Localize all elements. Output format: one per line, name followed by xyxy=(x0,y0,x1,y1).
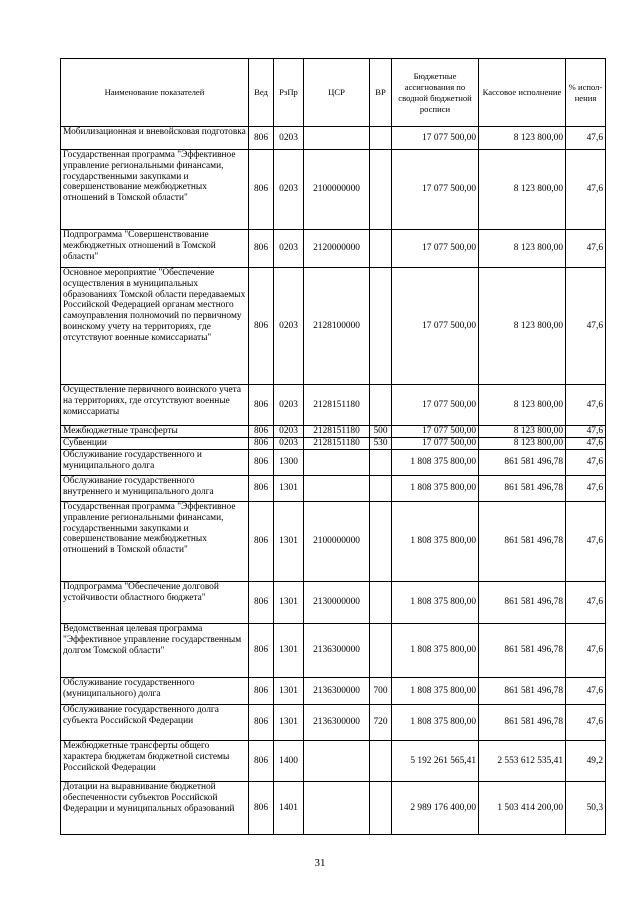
table-row xyxy=(61,385,606,426)
table-row xyxy=(61,450,606,476)
cell-vr xyxy=(370,268,392,385)
cell-vr: 530 xyxy=(370,438,392,450)
cell-pct: 47,6 xyxy=(566,502,606,582)
cell-csr: 2136300000 xyxy=(304,705,370,741)
cell-cash: 861 581 496,78 xyxy=(479,502,566,582)
cell-rzpr: 1300 xyxy=(274,450,304,476)
cell-csr: 2130000000 xyxy=(304,582,370,624)
table-row xyxy=(61,438,606,450)
header-row xyxy=(61,59,606,127)
cell-pct: 49,2 xyxy=(566,741,606,782)
cell-pct: 47,6 xyxy=(566,150,606,230)
cell-name: Государственная программа "Эффективное управление региональными финансами, государственными закупками и совершенствование межбюджетных отношений в Томской области" xyxy=(61,150,249,230)
cell-cash: 861 581 496,78 xyxy=(479,678,566,705)
cell-pct: 47,6 xyxy=(566,705,606,741)
cell-cash: 861 581 496,78 xyxy=(479,582,566,624)
cell-budget: 1 808 375 800,00 xyxy=(392,450,479,476)
cell-budget: 1 808 375 800,00 xyxy=(392,705,479,741)
table-row xyxy=(61,624,606,678)
cell-cash: 8 123 800,00 xyxy=(479,438,566,450)
col-header-ved: Вед xyxy=(249,59,274,127)
cell-csr: 2100000000 xyxy=(304,502,370,582)
cell-pct: 47,6 xyxy=(566,268,606,385)
cell-csr xyxy=(304,741,370,782)
cell-rzpr: 1301 xyxy=(274,678,304,705)
cell-rzpr: 0203 xyxy=(274,385,304,426)
cell-cash: 861 581 496,78 xyxy=(479,705,566,741)
cell-cash: 861 581 496,78 xyxy=(479,476,566,502)
cell-name: Государственная программа "Эффективное управление региональными финансами, государственными закупками и совершенствование межбюджетных отношений в Томской области" xyxy=(61,502,249,582)
table-row xyxy=(61,678,606,705)
cell-vr xyxy=(370,502,392,582)
cell-vr xyxy=(370,450,392,476)
cell-rzpr: 1301 xyxy=(274,582,304,624)
cell-csr xyxy=(304,450,370,476)
cell-pct: 47,6 xyxy=(566,678,606,705)
cell-vr: 700 xyxy=(370,678,392,705)
cell-vr xyxy=(370,624,392,678)
cell-budget: 1 808 375 800,00 xyxy=(392,476,479,502)
cell-vr: 500 xyxy=(370,426,392,438)
cell-name: Основное мероприятие "Обеспечение осуществления в муниципальных образованиях Томской области передаваемых Российской Федерацией органам местного самоуправления полномочий по первичному воинскому учету на территориях, где отсутствуют военные комиссариаты" xyxy=(61,268,249,385)
cell-vr xyxy=(370,150,392,230)
cell-budget: 1 808 375 800,00 xyxy=(392,624,479,678)
col-header-cash: Кассовое исполнение xyxy=(479,59,566,127)
cell-cash: 8 123 800,00 xyxy=(479,426,566,438)
cell-pct: 47,6 xyxy=(566,624,606,678)
cell-pct: 47,6 xyxy=(566,426,606,438)
cell-ved: 806 xyxy=(249,426,274,438)
cell-budget: 17 077 500,00 xyxy=(392,438,479,450)
cell-vr xyxy=(370,582,392,624)
col-header-csr: ЦСР xyxy=(304,59,370,127)
cell-pct: 47,6 xyxy=(566,476,606,502)
cell-csr: 2136300000 xyxy=(304,678,370,705)
table-row xyxy=(61,150,606,230)
cell-pct: 50,3 xyxy=(566,782,606,835)
cell-budget: 1 808 375 800,00 xyxy=(392,502,479,582)
col-header-vr: ВР xyxy=(370,59,392,127)
cell-ved: 806 xyxy=(249,127,274,150)
cell-rzpr: 1301 xyxy=(274,624,304,678)
table-row xyxy=(61,268,606,385)
cell-pct: 47,6 xyxy=(566,582,606,624)
cell-ved: 806 xyxy=(249,705,274,741)
cell-rzpr: 1301 xyxy=(274,705,304,741)
cell-name: Обслуживание государственного (муниципального) долга xyxy=(61,678,249,705)
cell-cash: 8 123 800,00 xyxy=(479,150,566,230)
cell-rzpr: 0203 xyxy=(274,127,304,150)
cell-ved: 806 xyxy=(249,476,274,502)
cell-ved: 806 xyxy=(249,268,274,385)
cell-budget: 17 077 500,00 xyxy=(392,127,479,150)
cell-ved: 806 xyxy=(249,385,274,426)
cell-budget: 17 077 500,00 xyxy=(392,385,479,426)
cell-vr: 720 xyxy=(370,705,392,741)
table-row xyxy=(61,476,606,502)
cell-csr xyxy=(304,476,370,502)
cell-cash: 2 553 612 535,41 xyxy=(479,741,566,782)
cell-ved: 806 xyxy=(249,150,274,230)
cell-pct: 47,6 xyxy=(566,450,606,476)
cell-cash: 8 123 800,00 xyxy=(479,230,566,268)
cell-cash: 861 581 496,78 xyxy=(479,450,566,476)
cell-vr xyxy=(370,476,392,502)
cell-cash: 8 123 800,00 xyxy=(479,385,566,426)
cell-ved: 806 xyxy=(249,502,274,582)
cell-name: Мобилизационная и вневойсковая подготовка xyxy=(61,127,249,150)
cell-csr: 2100000000 xyxy=(304,150,370,230)
cell-budget: 1 808 375 800,00 xyxy=(392,582,479,624)
cell-rzpr: 0203 xyxy=(274,230,304,268)
cell-name: Дотации на выравнивание бюджетной обеспеченности субъектов Российской Федерации и муниципальных образований xyxy=(61,782,249,835)
col-header-budget: Бюджетные ассигнования по сводной бюджетной росписи xyxy=(392,59,479,127)
cell-ved: 806 xyxy=(249,230,274,268)
cell-budget: 17 077 500,00 xyxy=(392,230,479,268)
cell-vr xyxy=(370,230,392,268)
cell-cash: 1 503 414 200,00 xyxy=(479,782,566,835)
cell-vr xyxy=(370,741,392,782)
cell-cash: 861 581 496,78 xyxy=(479,624,566,678)
cell-ved: 806 xyxy=(249,678,274,705)
cell-pct: 47,6 xyxy=(566,385,606,426)
cell-name: Межбюджетные трансферты общего характера бюджетам бюджетной системы Российской Федерации xyxy=(61,741,249,782)
cell-name: Межбюджетные трансферты xyxy=(61,426,249,438)
cell-rzpr: 1400 xyxy=(274,741,304,782)
table-row xyxy=(61,741,606,782)
cell-name: Обслуживание государственного долга субъекта Российской Федерации xyxy=(61,705,249,741)
cell-rzpr: 1301 xyxy=(274,476,304,502)
cell-pct: 47,6 xyxy=(566,438,606,450)
table-row xyxy=(61,230,606,268)
col-header-rzpr: РзПр xyxy=(274,59,304,127)
cell-name: Обслуживание государственного внутреннего и муниципального долга xyxy=(61,476,249,502)
cell-csr xyxy=(304,782,370,835)
cell-vr xyxy=(370,127,392,150)
cell-cash: 8 123 800,00 xyxy=(479,127,566,150)
cell-rzpr: 0203 xyxy=(274,268,304,385)
cell-csr: 2128151180 xyxy=(304,385,370,426)
cell-budget: 17 077 500,00 xyxy=(392,268,479,385)
cell-name: Обслуживание государственного и муниципального долга xyxy=(61,450,249,476)
cell-csr: 2136300000 xyxy=(304,624,370,678)
cell-ved: 806 xyxy=(249,741,274,782)
cell-budget: 2 989 176 400,00 xyxy=(392,782,479,835)
cell-name: Субвенции xyxy=(61,438,249,450)
cell-ved: 806 xyxy=(249,582,274,624)
table-row xyxy=(61,705,606,741)
cell-cash: 8 123 800,00 xyxy=(479,268,566,385)
cell-name: Подпрограмма "Совершенствование межбюджетных отношений в Томской области" xyxy=(61,230,249,268)
cell-ved: 806 xyxy=(249,450,274,476)
page-number: 31 xyxy=(314,857,326,869)
table-row xyxy=(61,426,606,438)
cell-ved: 806 xyxy=(249,624,274,678)
cell-name: Ведомственная целевая программа "Эффективное управление государственным долгом Томской области" xyxy=(61,624,249,678)
cell-vr xyxy=(370,782,392,835)
table-row xyxy=(61,502,606,582)
cell-name: Подпрограмма "Обеспечение долговой устойчивости областного бюджета" xyxy=(61,582,249,624)
cell-ved: 806 xyxy=(249,782,274,835)
table-row xyxy=(61,582,606,624)
cell-budget: 5 192 261 565,41 xyxy=(392,741,479,782)
cell-rzpr: 0203 xyxy=(274,438,304,450)
budget-table xyxy=(60,58,606,835)
cell-ved: 806 xyxy=(249,438,274,450)
cell-budget: 17 077 500,00 xyxy=(392,150,479,230)
cell-rzpr: 0203 xyxy=(274,426,304,438)
cell-vr xyxy=(370,385,392,426)
cell-name: Осуществление первичного воинского учета на территориях, где отсутствуют военные комиссариаты xyxy=(61,385,249,426)
cell-pct: 47,6 xyxy=(566,230,606,268)
cell-csr: 2128100000 xyxy=(304,268,370,385)
col-header-pct: % испол-нения xyxy=(566,59,606,127)
cell-pct: 47,6 xyxy=(566,127,606,150)
cell-csr: 2128151180 xyxy=(304,438,370,450)
cell-rzpr: 0203 xyxy=(274,150,304,230)
cell-csr xyxy=(304,127,370,150)
cell-csr: 2120000000 xyxy=(304,230,370,268)
cell-csr: 2128151180 xyxy=(304,426,370,438)
table-row xyxy=(61,782,606,835)
table-row xyxy=(61,127,606,150)
cell-budget: 17 077 500,00 xyxy=(392,426,479,438)
col-header-name: Наименование показателей xyxy=(61,59,249,127)
cell-rzpr: 1301 xyxy=(274,502,304,582)
cell-rzpr: 1401 xyxy=(274,782,304,835)
cell-budget: 1 808 375 800,00 xyxy=(392,678,479,705)
